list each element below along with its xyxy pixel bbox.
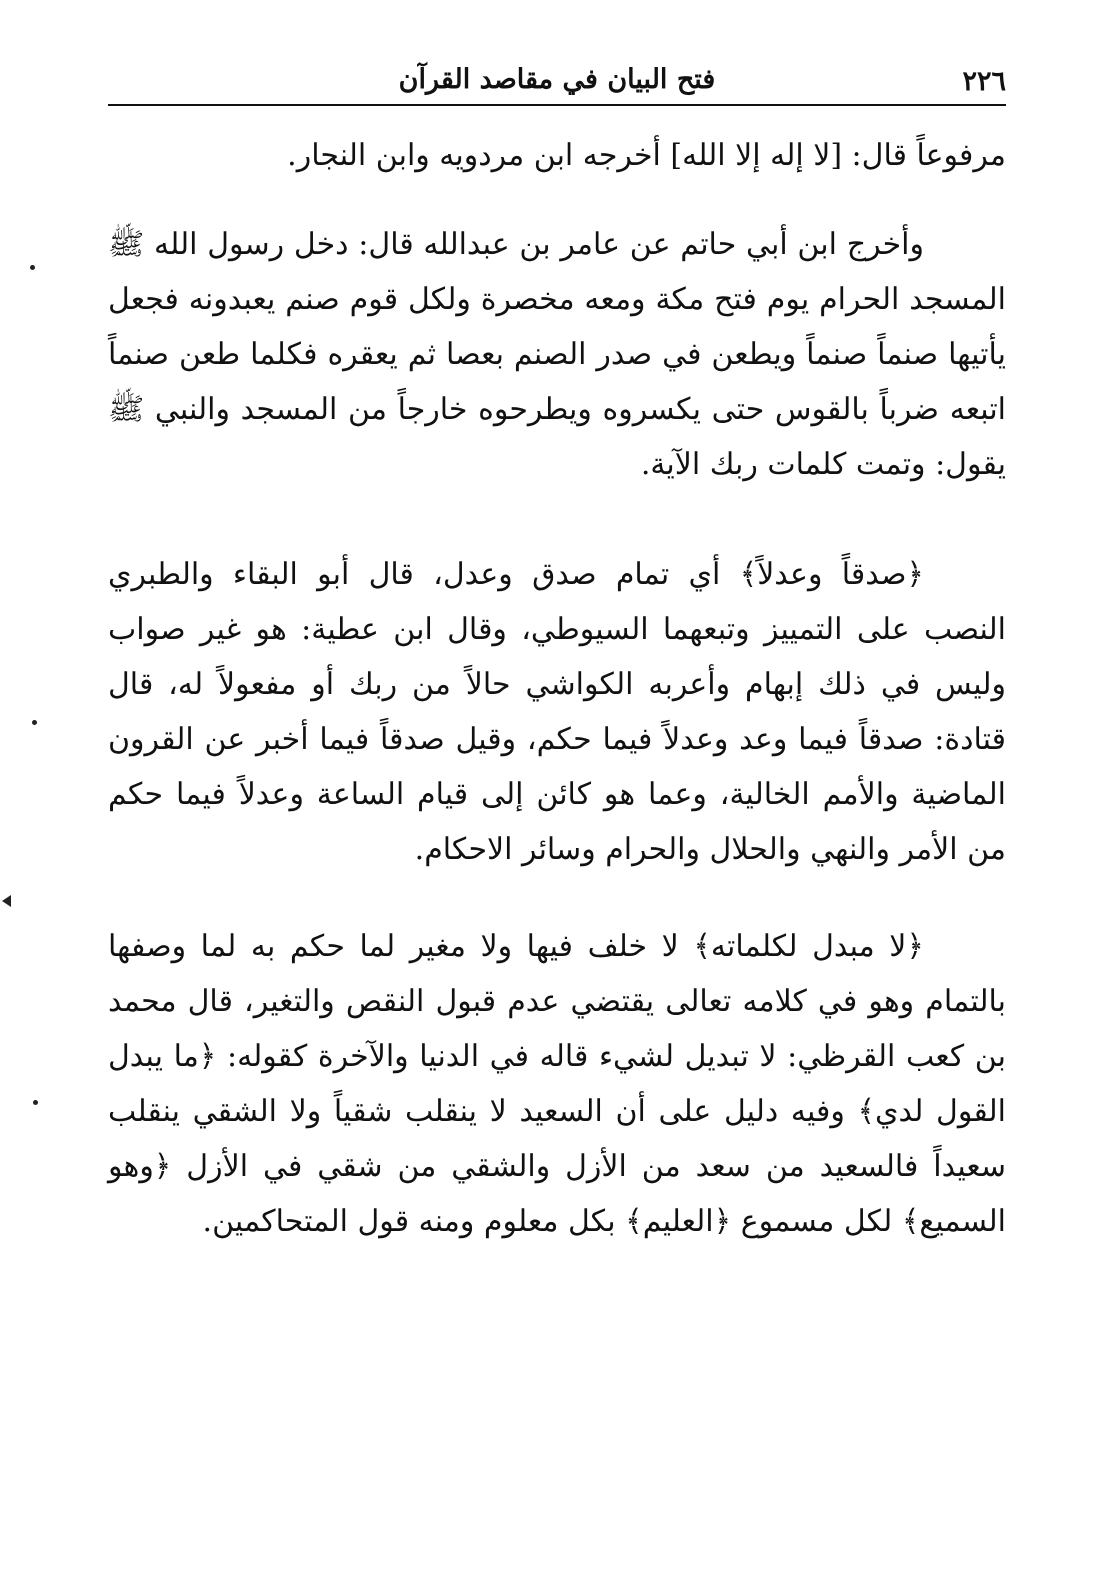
margin-dot-mark: [33, 1100, 38, 1105]
paragraph-1: مرفوعاً قال: [لا إله إلا الله] أخرجه ابن مردويه وابن النجار.: [287, 138, 1006, 173]
paragraph-3: ﴿صدقاً وعدلاً﴾ أي تمام صدق وعدل، قال أبو البقاء والطبري النصب على التمييز وتبعهما السيوطي، وقال ابن عطية: هو غير صواب وليس في ذلك إبهام وأعربه الكواشي حالاً من ربك أو مفعولاً له، قال قتادة: صدقاً فيما وعد وعدلاً فيما حكم، وقيل صدقاً فيما أخبر عن القرون الماضية والأمم الخالية، وعما هو كائن إلى قيام الساعة وعدلاً فيما حكم من الأمر والنهي والحلال والحرام وسائر الاحكام.: [108, 557, 1006, 867]
margin-dot-mark: [30, 265, 35, 270]
paragraph-2: وأخرج ابن أبي حاتم عن عامر بن عبدالله قال: دخل رسول الله ﷺ المسجد الحرام يوم فتح مكة ومعه مخصرة ولكل قوم صنم يعبدونه فجعل يأتيها صنماً صنماً ويطعن في صدر الصنم بعصا ثم يعقره فكلما طعن صنماً اتبعه ضرباً بالقوس حتى يكسروه ويطرحوه خارجاً من المسجد والنبي ﷺ يقول: وتمت كلمات ربك الآية.: [108, 227, 1006, 482]
paragraph-4: ﴿لا مبدل لكلماته﴾ لا خلف فيها ولا مغير لما حكم به لما وصفها بالتمام وهو في كلامه تعالى يقتضي عدم قبول النقص والتغير، قال محمد بن كعب القرظي: لا تبديل لشيء قاله في الدنيا والآخرة كقوله: ﴿ما يبدل القول لدي﴾ وفيه دليل على أن السعيد لا ينقلب شقياً ولا الشقي ينقلب سعيداً فالسعيد من سعد من الأزل والشقي من شقي في الأزل ﴿وهو السميع﴾ لكل مسموع ﴿العليم﴾ بكل معلوم ومنه قول المتحاكمين.: [108, 929, 1006, 1239]
header-rule: [108, 104, 1006, 106]
body-text: [108, 128, 1006, 1249]
margin-dot-mark: [32, 720, 37, 725]
page-header: [108, 60, 1006, 106]
page-number: ٢٢٦: [962, 66, 1006, 97]
margin-arrow-mark: [2, 895, 11, 907]
running-title: فتح البيان في مقاصد القرآن: [398, 64, 716, 95]
